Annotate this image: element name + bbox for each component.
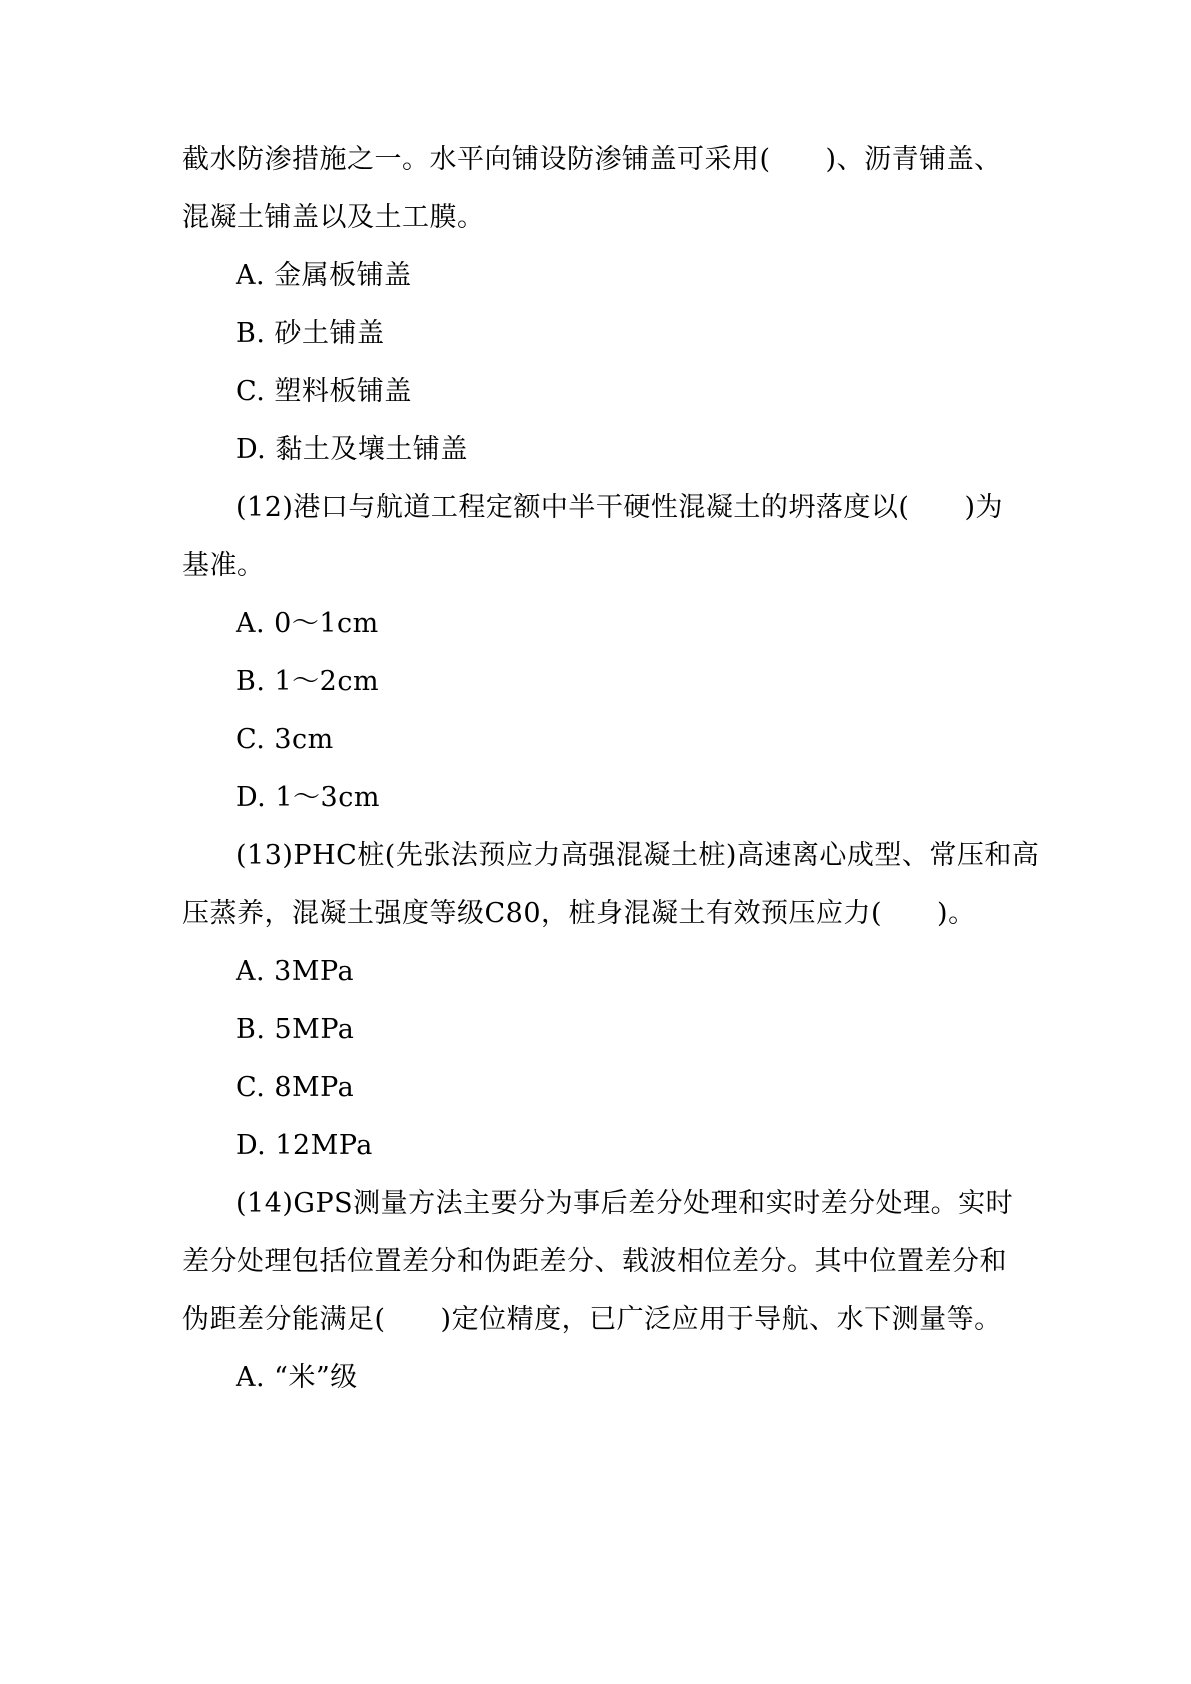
question-line: (12)港口与航道工程定额中半干硬性混凝土的坍落度以( )为: [236, 492, 1003, 523]
option-line: A. 0～1cm: [236, 608, 379, 639]
text-line: 差分处理包括位置差分和伪距差分、载波相位差分。其中位置差分和: [182, 1246, 1007, 1277]
text-line: 伪距差分能满足( )定位精度，已广泛应用于导航、水下测量等。: [182, 1304, 1002, 1335]
text-line: 压蒸养，混凝土强度等级C80，桩身混凝土有效预压应力( )。: [182, 898, 976, 929]
option-line: A. 3MPa: [236, 956, 355, 987]
option-line: A. “米”级: [236, 1362, 358, 1393]
option-line: D. 1～3cm: [236, 782, 380, 813]
option-line: A. 金属板铺盖: [236, 260, 412, 291]
text-line: 基准。: [182, 550, 265, 581]
option-line: C. 塑料板铺盖: [236, 376, 412, 407]
text-line: 截水防渗措施之一。水平向铺设防渗铺盖可采用( )、沥青铺盖、: [182, 144, 1002, 175]
question-line: (14)GPS测量方法主要分为事后差分处理和实时差分处理。实时: [236, 1188, 1014, 1219]
option-line: B. 1～2cm: [236, 666, 380, 697]
option-line: C. 3cm: [236, 724, 334, 755]
option-line: B. 5MPa: [236, 1014, 355, 1045]
question-line: (13)PHC桩(先张法预应力高强混凝土桩)高速离心成型、常压和高: [236, 840, 1040, 871]
option-line: C. 8MPa: [236, 1072, 355, 1103]
option-line: B. 砂土铺盖: [236, 318, 385, 349]
option-line: D. 黏土及壤土铺盖: [236, 434, 468, 465]
option-line: D. 12MPa: [236, 1130, 373, 1161]
text-line: 混凝土铺盖以及土工膜。: [182, 202, 485, 233]
